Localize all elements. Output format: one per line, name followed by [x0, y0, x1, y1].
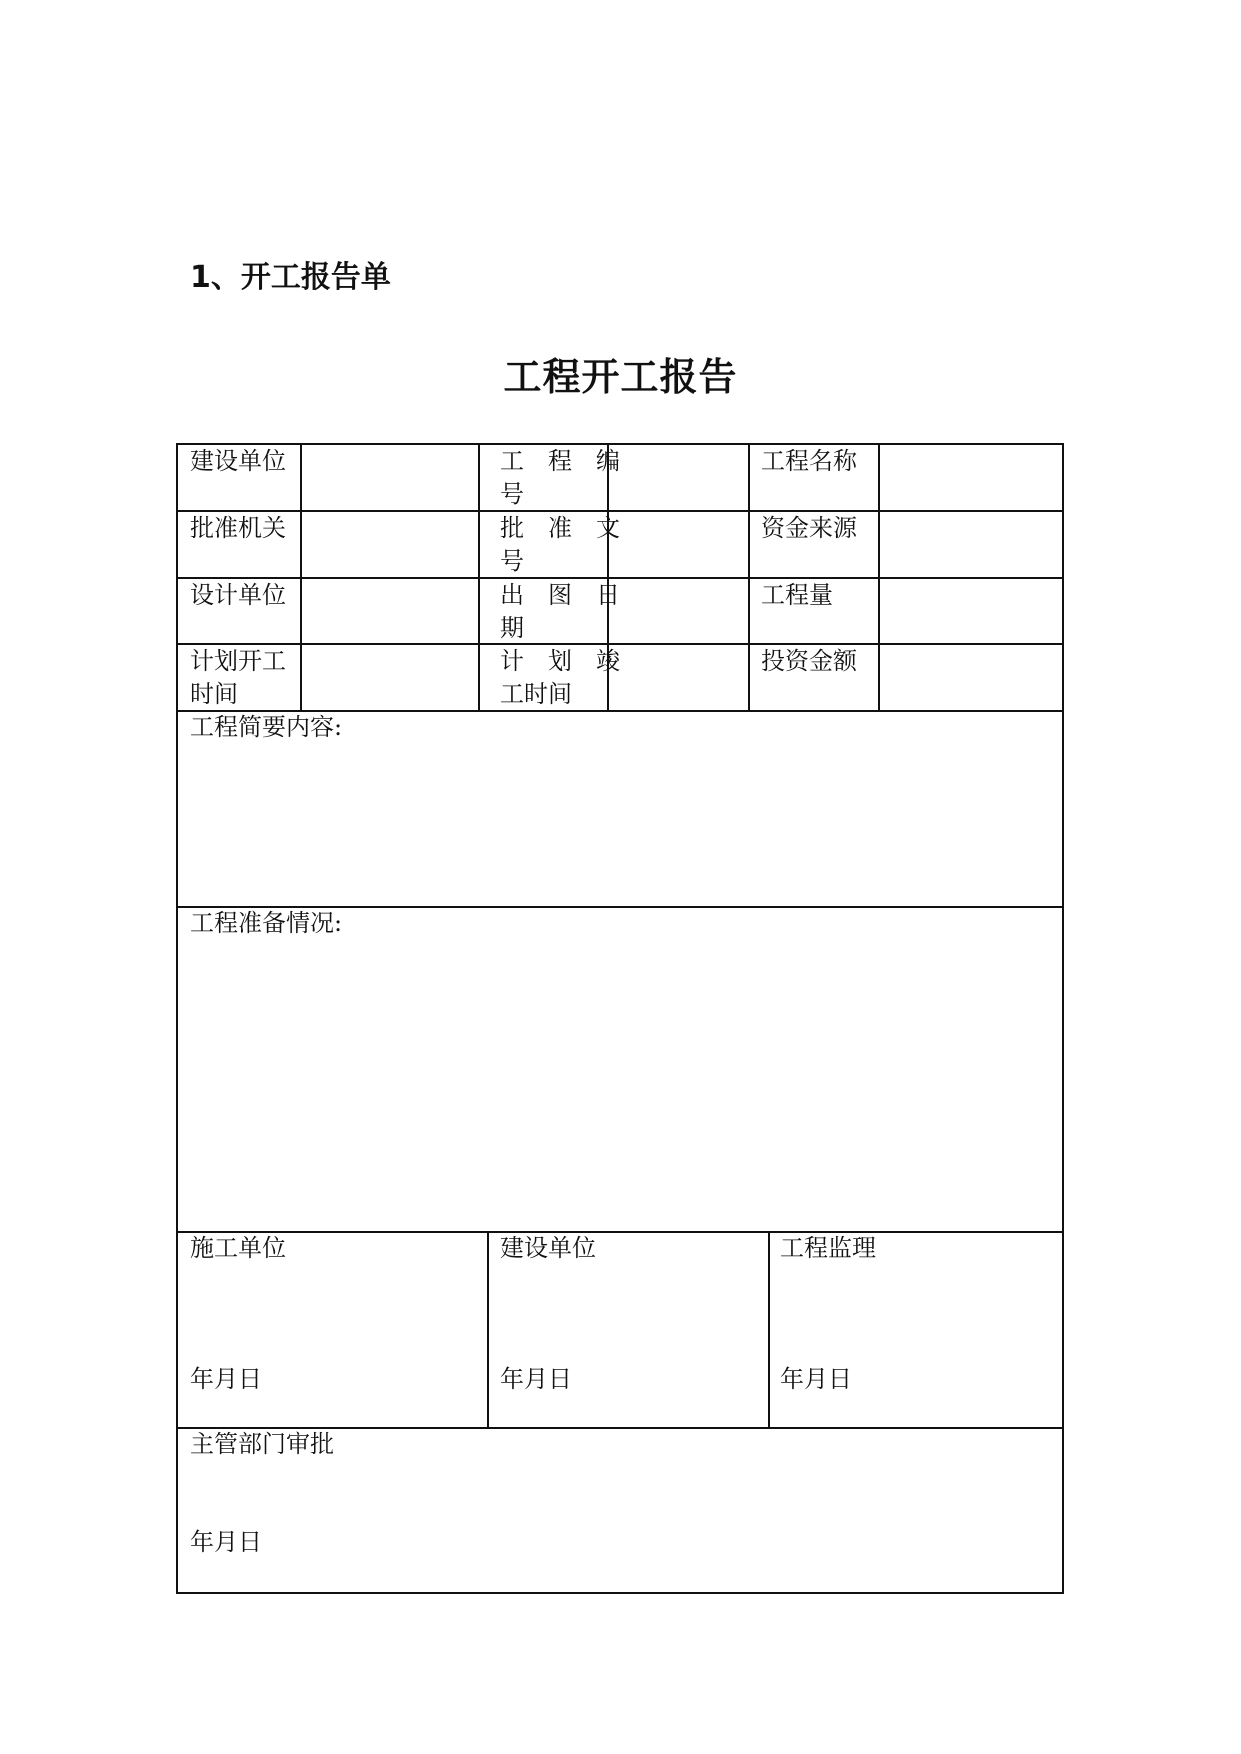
label-planned-start-time: 计划开工	[190, 647, 286, 675]
column-divider	[748, 445, 750, 710]
label-approval-document-number: 批 准 文	[500, 514, 620, 542]
label-planned-completion-time-cont: 工时间	[500, 680, 572, 708]
work-quantity-value[interactable]	[880, 579, 1060, 641]
column-divider	[768, 1231, 770, 1427]
label-project-number: 工 程 编	[500, 447, 620, 475]
approval-date: 年月日	[190, 1528, 262, 1556]
label-planned-start-time-cont: 时间	[190, 680, 238, 708]
signature-owner-label: 建设单位	[500, 1234, 596, 1262]
planned-completion-time-value[interactable]	[609, 645, 746, 708]
label-project-summary: 工程简要内容:	[190, 713, 343, 741]
column-divider	[478, 445, 480, 710]
design-unit-value[interactable]	[302, 579, 476, 641]
drawing-date-value[interactable]	[609, 579, 746, 641]
planned-start-time-value[interactable]	[302, 645, 476, 708]
signature-contractor-date: 年月日	[190, 1365, 262, 1393]
project-preparation-area[interactable]	[180, 941, 1060, 1229]
label-investment-amount: 投资金额	[761, 647, 857, 675]
label-approval-authority: 批准机关	[190, 514, 286, 542]
project-name-value[interactable]	[880, 447, 1060, 508]
label-project-name: 工程名称	[761, 447, 857, 475]
signature-owner-date: 年月日	[500, 1365, 572, 1393]
label-construction-unit: 建设单位	[190, 447, 286, 475]
signature-supervision-date: 年月日	[780, 1365, 852, 1393]
label-design-unit: 设计单位	[190, 581, 286, 609]
label-funding-source: 资金来源	[761, 514, 857, 542]
construction-unit-value[interactable]	[302, 447, 476, 508]
label-work-quantity: 工程量	[761, 581, 833, 609]
section-heading: 1、开工报告单	[190, 260, 391, 295]
signature-supervision-label: 工程监理	[780, 1234, 876, 1262]
label-project-preparation: 工程准备情况:	[190, 909, 343, 937]
label-planned-completion-time: 计 划 竣	[500, 647, 620, 675]
work-start-report-form	[176, 443, 1064, 1594]
project-number-value[interactable]	[609, 447, 746, 508]
row-divider	[178, 1231, 1062, 1233]
signature-contractor-label: 施工单位	[190, 1234, 286, 1262]
approval-authority-value[interactable]	[302, 513, 476, 575]
column-divider	[487, 1231, 489, 1427]
document-title: 工程开工报告	[503, 355, 738, 399]
approval-document-number-value[interactable]	[609, 513, 746, 575]
project-summary-area[interactable]	[180, 745, 1060, 904]
label-project-number-cont: 号	[500, 480, 524, 508]
investment-amount-value[interactable]	[880, 645, 1060, 708]
label-drawing-date-cont: 期	[500, 614, 524, 642]
approval-label: 主管部门审批	[190, 1430, 334, 1458]
label-approval-document-number-cont: 号	[500, 547, 524, 575]
label-drawing-date: 出 图 日	[500, 581, 620, 609]
funding-source-value[interactable]	[880, 513, 1060, 575]
row-divider	[178, 510, 1062, 512]
